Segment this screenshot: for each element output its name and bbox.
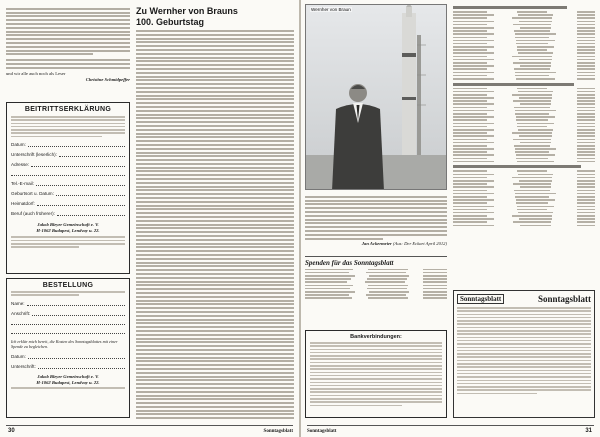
intro-last-line: und wir alle auch noch als Leser: [6, 70, 66, 76]
order-field-address-cont2[interactable]: [11, 330, 125, 334]
donor-row: [453, 94, 595, 96]
donor-row: [453, 190, 595, 192]
order-note: Ich erklär mich bereit, die Kosten des Sonntagsblattes mit einer Spende zu begleichen.: [11, 338, 118, 349]
article-author: Jan Ackermeier (Aus: Der Eckart April 2012): [361, 241, 447, 247]
donor-row: [453, 135, 595, 137]
donor-row: [453, 30, 595, 32]
donor-row: [453, 33, 595, 35]
donor-row: [453, 27, 595, 29]
field-signature[interactable]: Unterschrift (leserlich):: [11, 152, 125, 157]
donor-row: [453, 56, 595, 58]
spenden-title: Spenden für das Sonntagsblatt: [305, 259, 394, 267]
masthead-box: [453, 290, 595, 418]
donor-row: [453, 113, 595, 115]
donor-row: [453, 158, 595, 160]
donor-row: [453, 110, 595, 112]
donor-row: [453, 14, 595, 16]
field-phone-email[interactable]: Tel.-E-mail:: [11, 181, 125, 186]
donor-row: [453, 218, 595, 220]
order-field-signature[interactable]: Unterschrift:: [11, 364, 125, 369]
right-page: [301, 0, 600, 437]
donor-row: [453, 103, 595, 105]
intro-text: [6, 6, 130, 98]
donor-row: [453, 107, 595, 109]
article-title: [136, 6, 294, 27]
donor-row: [453, 148, 595, 150]
donor-row: [453, 193, 595, 195]
donor-row: [453, 100, 595, 102]
donor-row: [453, 75, 595, 77]
signature: Christine Schmidpeffer: [85, 77, 130, 83]
donor-row: [453, 17, 595, 19]
article-continuation: [305, 194, 447, 254]
field-home-village[interactable]: Heimatdorf:: [11, 201, 125, 206]
donor-row: [453, 59, 595, 61]
donor-row: [453, 177, 595, 179]
donor-row: [453, 68, 595, 70]
donor-row: [453, 221, 595, 223]
order-field-address[interactable]: Anschrift:: [11, 311, 125, 316]
order-form: [6, 278, 130, 418]
membership-form-title: BEITRITTSERKLÄRUNG: [24, 106, 112, 113]
donor-row: [453, 180, 595, 182]
article-column: [136, 6, 294, 420]
right-footer-rule: [307, 425, 594, 426]
donor-row: [453, 72, 595, 74]
photo-caption: Wernher von Braun: [311, 7, 351, 12]
bank-box: [305, 330, 447, 418]
donor-row: [453, 196, 595, 198]
order-org-address: H-1062 Budapest, Lendvay u. 22.: [36, 379, 100, 385]
donor-row: [453, 139, 595, 141]
order-field-date[interactable]: Datum:: [11, 354, 125, 359]
order-field-address-cont[interactable]: [11, 321, 125, 325]
membership-org-address: H-1062 Budapest, Lendvay u. 22.: [36, 227, 100, 233]
donor-row: [453, 37, 595, 39]
donor-row: [453, 97, 595, 99]
donor-row: [453, 186, 595, 188]
article-title-line1: Zu Wernher von Brauns: [136, 6, 238, 16]
article-title-line2: 100. Geburtstag: [136, 16, 205, 27]
left-footer-rule: [6, 425, 293, 426]
donor-row: [453, 91, 595, 93]
donor-row: [453, 142, 595, 144]
donor-row: [453, 65, 595, 67]
field-profession[interactable]: Beruf (auch früherer):: [11, 211, 125, 216]
left-page-number: 30: [8, 428, 15, 434]
order-field-name[interactable]: Name:: [11, 301, 125, 306]
donor-row: [453, 62, 595, 64]
donor-row: [453, 225, 595, 227]
donor-row: [453, 151, 595, 153]
donor-row: [453, 170, 595, 172]
donor-row: [453, 132, 595, 134]
donor-row: [453, 88, 595, 90]
donor-row: [453, 11, 595, 13]
left-page: [0, 0, 299, 437]
donor-row: [453, 145, 595, 147]
donor-row: [453, 161, 595, 163]
donor-row: [453, 129, 595, 131]
donor-row: [453, 206, 595, 208]
donor-row: [453, 40, 595, 42]
donor-row: [453, 24, 595, 26]
donor-lists: [453, 4, 595, 286]
field-address-cont[interactable]: [11, 172, 125, 176]
article-body: [136, 30, 294, 420]
donor-row: [453, 119, 595, 121]
photo-image: [306, 5, 447, 190]
donor-row: [453, 49, 595, 51]
donor-row: [453, 209, 595, 211]
donor-row: [453, 52, 595, 54]
donor-row: [453, 46, 595, 48]
donor-row: [453, 212, 595, 214]
donor-row: [453, 215, 595, 217]
bank-title: Bankverbindungen:: [350, 334, 402, 340]
masthead-logo-right: Sonntagsblatt: [537, 294, 591, 304]
right-footer-brand: Sonntagsblatt: [307, 429, 337, 434]
donor-row: [453, 43, 595, 45]
order-form-title: BESTELLUNG: [42, 282, 94, 289]
donor-row: [453, 183, 595, 185]
masthead-logo-left: Sonntagsblatt: [457, 294, 504, 304]
wernher-von-braun-photo: [305, 4, 447, 190]
donor-row: [453, 123, 595, 125]
order-org-name: Jakob Bleyer Gemeinschaft e. V.: [37, 374, 99, 380]
field-birth[interactable]: Geburtsort u. Datum:: [11, 191, 125, 196]
donor-row: [453, 21, 595, 23]
field-date[interactable]: Datum:: [11, 142, 125, 147]
spenden-box: [305, 256, 447, 326]
membership-form: [6, 102, 130, 274]
donor-row: [453, 202, 595, 204]
donor-row: [453, 126, 595, 128]
donor-row: [453, 199, 595, 201]
membership-org-name: Jakob Bleyer Gemeinschaft e. V.: [37, 222, 99, 228]
donor-row: [453, 116, 595, 118]
field-address[interactable]: Adresse:: [11, 162, 125, 167]
right-page-number: 31: [585, 428, 592, 434]
donor-row: [453, 154, 595, 156]
donor-row: [453, 174, 595, 176]
donor-row: [453, 78, 595, 80]
left-footer-brand: Sonntagsblatt: [263, 429, 293, 434]
